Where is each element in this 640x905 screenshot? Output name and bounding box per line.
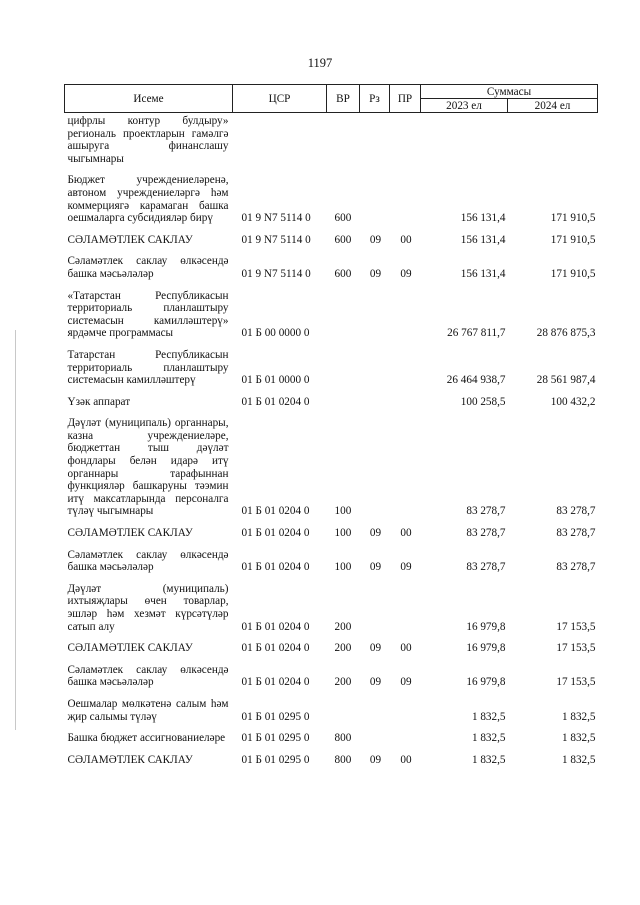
row-vr: 200 <box>334 676 352 689</box>
row-sum-2024: 1 832,5 <box>561 753 596 766</box>
row-csr: 01 Б 01 0295 0 <box>241 753 310 766</box>
row-csr: 01 Б 01 0204 0 <box>241 527 310 540</box>
table-row <box>65 411 598 521</box>
row-pr <box>390 411 421 521</box>
row-vr: 100 <box>334 505 352 518</box>
table-row <box>65 543 598 577</box>
row-csr: 01 Б 01 0204 0 <box>241 395 310 408</box>
row-csr: 01 Б 01 0204 0 <box>241 561 310 574</box>
row-sum-2024: 28 561 987,4 <box>536 374 596 387</box>
row-name: СӘЛАМӘТЛЕК САКЛАУ <box>67 527 193 540</box>
row-pr <box>390 168 421 227</box>
row-rz <box>360 577 390 636</box>
row-sum-2023: 26 464 938,7 <box>446 374 506 387</box>
row-vr <box>327 692 360 726</box>
row-sum-2024: 17 153,5 <box>556 676 596 689</box>
row-rz: 09 <box>369 267 382 280</box>
row-name: СӘЛАМӘТЛЕК САКЛАУ <box>67 233 193 246</box>
row-sum-2023: 16 979,8 <box>466 642 506 655</box>
row-name: Сәламәтлек саклау өлкәсендә башка мәсьәләләр <box>67 548 229 574</box>
row-name: Татарстан Республикасын территориаль планлаштыру системасын камилләштерү <box>67 348 229 387</box>
row-rz: 09 <box>369 561 382 574</box>
scan-margin-line <box>15 330 16 730</box>
row-pr <box>390 390 421 412</box>
row-name: Сәламәтлек саклау өлкәсендә башка мәсьәләләр <box>67 663 229 689</box>
row-vr <box>327 390 360 412</box>
row-vr: 200 <box>334 620 352 633</box>
row-rz: 09 <box>369 676 382 689</box>
table-row <box>65 577 598 636</box>
row-rz <box>360 113 390 169</box>
row-sum-2024: 83 278,7 <box>556 561 596 574</box>
row-name: Дәүләт (муниципаль) ихтыяҗлары өчен товарлар, эшләр һәм хезмәт күрсәтүләр сатып алу <box>67 582 229 633</box>
row-vr <box>327 113 360 169</box>
table-row <box>65 748 598 770</box>
row-pr: 09 <box>400 267 412 280</box>
row-name: Бюджет учреждениеләренә, автоном учреждениеләргә һәм коммерциягә карамаган башка оешмаларга субсидияләр бирү <box>67 174 229 225</box>
page-number: 1197 <box>307 56 333 70</box>
header-year-2023: 2023 ел <box>421 99 508 113</box>
table-row <box>65 521 598 543</box>
row-sum-2023: 26 767 811,7 <box>447 327 506 340</box>
row-sum-2023: 83 278,7 <box>466 527 506 540</box>
row-rz: 09 <box>369 753 382 766</box>
budget-table <box>64 84 598 769</box>
row-pr: 09 <box>400 676 412 689</box>
row-sum-2024: 171 910,5 <box>550 212 596 225</box>
row-sum-2024: 83 278,7 <box>556 505 596 518</box>
row-pr <box>390 343 421 390</box>
row-csr: 01 Б 01 0204 0 <box>241 505 310 518</box>
row-sum-2024: 83 278,7 <box>556 527 596 540</box>
row-pr: 00 <box>400 753 412 766</box>
row-sum-2023: 100 258,5 <box>460 395 506 408</box>
row-sum-2024: 171 910,5 <box>550 267 596 280</box>
row-sum-2023: 1 832,5 <box>471 732 506 745</box>
row-pr: 00 <box>400 527 412 540</box>
row-sum-2023 <box>421 113 508 169</box>
row-rz <box>360 726 390 748</box>
row-name: СӘЛАМӘТЛЕК САКЛАУ <box>67 753 193 766</box>
row-pr <box>390 692 421 726</box>
table-row <box>65 658 598 692</box>
table-row <box>65 228 598 250</box>
table-row <box>65 284 598 343</box>
table-header <box>65 85 598 113</box>
row-sum-2024: 1 832,5 <box>561 710 596 723</box>
row-vr: 600 <box>334 212 352 225</box>
row-pr: 00 <box>400 642 412 655</box>
row-rz <box>360 168 390 227</box>
row-name: цифрлы контур булдыру» региональ проектларын гамәлгә ашыруга финанслашу чыгымнары <box>67 115 229 165</box>
row-rz: 09 <box>369 527 382 540</box>
row-pr: 09 <box>400 561 412 574</box>
row-rz: 09 <box>369 233 382 246</box>
row-pr: 00 <box>400 233 412 246</box>
row-vr: 800 <box>334 732 352 745</box>
row-csr: 01 Б 01 0295 0 <box>241 710 310 723</box>
row-name: Сәламәтлек саклау өлкәсендә башка мәсьәләләр <box>67 255 229 280</box>
table-body <box>65 113 598 770</box>
table-row <box>65 168 598 227</box>
row-pr <box>390 726 421 748</box>
header-sums: Суммасы <box>421 85 598 99</box>
row-sum-2023: 83 278,7 <box>466 505 506 518</box>
row-csr: 01 9 N7 5114 0 <box>241 212 311 225</box>
header-name: Исеме <box>65 85 233 113</box>
row-sum-2023: 16 979,8 <box>466 620 506 633</box>
row-vr <box>327 343 360 390</box>
header-year-2024: 2024 ел <box>508 99 598 113</box>
row-vr: 600 <box>334 267 352 280</box>
row-pr <box>390 577 421 636</box>
header-rz: Рз <box>360 85 390 113</box>
row-sum-2023: 156 131,4 <box>460 267 506 280</box>
row-csr: 01 9 N7 5114 0 <box>241 267 311 280</box>
row-rz <box>360 390 390 412</box>
row-csr <box>233 113 327 169</box>
row-sum-2024: 171 910,5 <box>550 233 596 246</box>
table-row <box>65 636 598 658</box>
row-name: Башка бюджет ассигнованиеләре <box>67 732 226 745</box>
row-sum-2024 <box>508 113 598 169</box>
row-csr: 01 Б 01 0204 0 <box>241 676 310 689</box>
row-rz <box>360 411 390 521</box>
row-vr: 800 <box>334 753 352 766</box>
row-csr: 01 Б 01 0204 0 <box>241 620 310 633</box>
row-sum-2024: 28 876 875,3 <box>536 327 596 340</box>
row-csr: 01 9 N7 5114 0 <box>241 233 311 246</box>
row-pr <box>390 284 421 343</box>
row-vr: 100 <box>334 527 352 540</box>
table-row <box>65 343 598 390</box>
table-row <box>65 249 598 283</box>
row-rz <box>360 343 390 390</box>
row-sum-2024: 1 832,5 <box>561 732 596 745</box>
row-name: Үзәк аппарат <box>67 395 131 408</box>
row-vr <box>327 284 360 343</box>
row-rz <box>360 284 390 343</box>
table-row <box>65 692 598 726</box>
table-row <box>65 113 598 169</box>
row-rz: 09 <box>369 642 382 655</box>
row-name: СӘЛАМӘТЛЕК САКЛАУ <box>67 642 193 655</box>
header-csr: ЦСР <box>233 85 327 113</box>
table-row <box>65 726 598 748</box>
row-sum-2024: 17 153,5 <box>556 642 596 655</box>
row-csr: 01 Б 00 0000 0 <box>241 327 310 340</box>
row-vr: 100 <box>334 561 352 574</box>
row-csr: 01 Б 01 0295 0 <box>241 732 310 745</box>
row-sum-2023: 156 131,4 <box>460 233 506 246</box>
row-name: Дәүләт (муниципаль) органнары, казна учреждениеләре, бюджеттан тыш дәүләт фондлары белән идарә итү органнары тарафыннан функцияләр башкаруны тәэмин итү максатларында персоналга түләү чыгымнары <box>67 417 229 518</box>
row-pr <box>390 113 421 169</box>
header-vr: ВР <box>327 85 360 113</box>
row-vr: 200 <box>334 642 352 655</box>
row-sum-2024: 17 153,5 <box>556 620 596 633</box>
row-rz <box>360 692 390 726</box>
row-sum-2023: 16 979,8 <box>466 676 506 689</box>
row-csr: 01 Б 01 0204 0 <box>241 642 310 655</box>
row-csr: 01 Б 01 0000 0 <box>241 374 310 387</box>
row-sum-2023: 83 278,7 <box>466 561 506 574</box>
row-sum-2024: 100 432,2 <box>550 395 596 408</box>
row-name: «Татарстан Республикасын территориаль планлаштыру системасын камилләштерү» ярдәмче программасы <box>67 289 229 340</box>
row-sum-2023: 1 832,5 <box>471 710 506 723</box>
row-sum-2023: 156 131,4 <box>460 212 506 225</box>
row-sum-2023: 1 832,5 <box>471 753 506 766</box>
header-pr: ПР <box>390 85 421 113</box>
row-name: Оешмалар мөлкәтенә салым һәм җир салымы түләү <box>67 697 229 723</box>
table-row <box>65 390 598 412</box>
row-vr: 600 <box>334 233 352 246</box>
